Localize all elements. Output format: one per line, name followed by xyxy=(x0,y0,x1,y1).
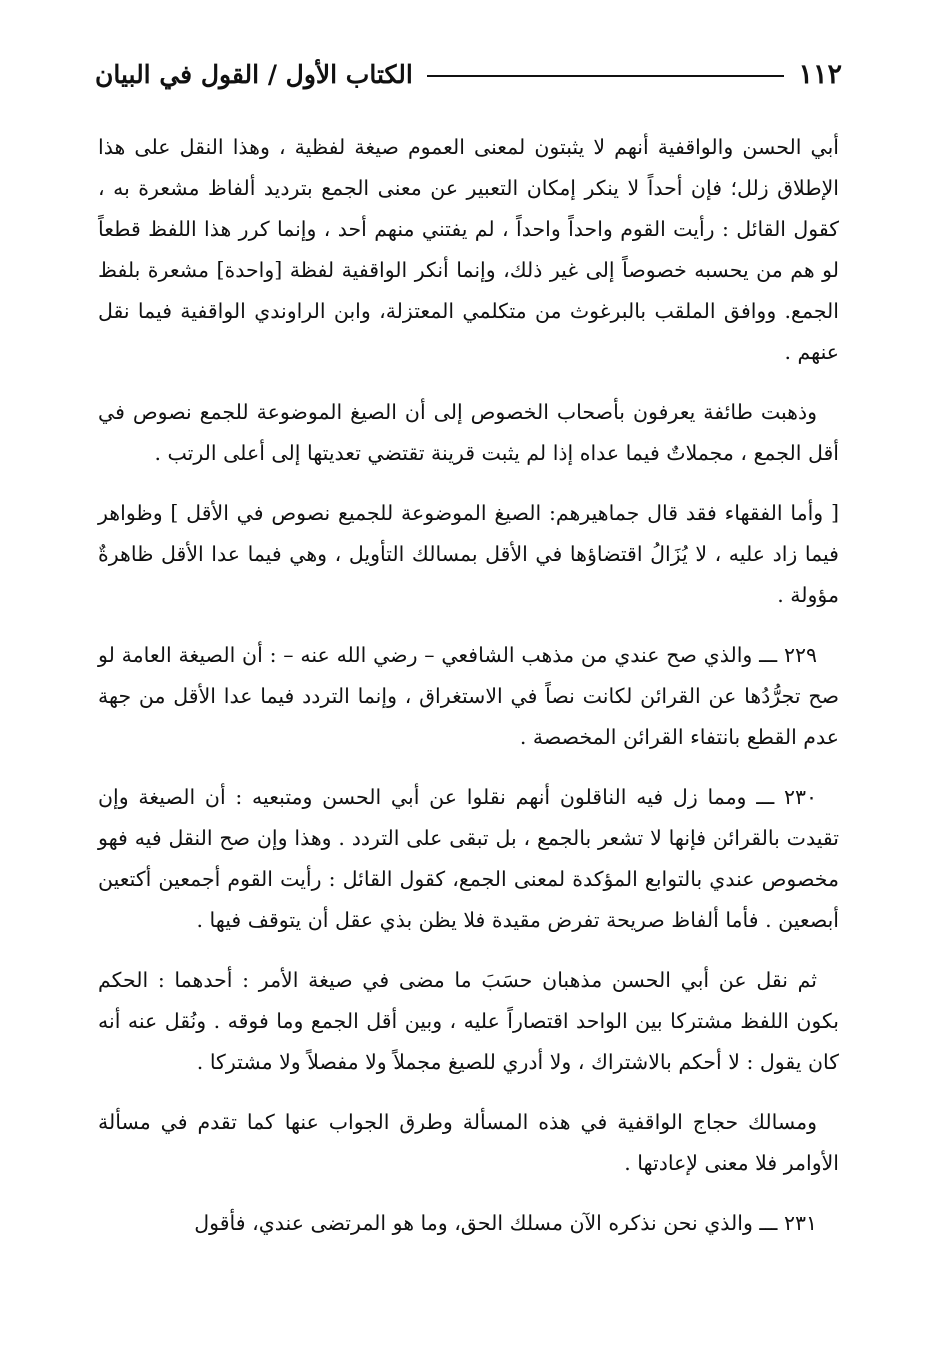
paragraph-continuation: أبي الحسن والواقفية أنهم لا يثبتون لمعنى العموم صيغة لفظية ، وهذا النقل على هذا الإطلاق زلل؛ فإن أحداً لا ينكر إمكان التعبير عن معنى الجمع بترديد ألفاظ مشعرة به ، كقول القائل : رأيت القوم واحداً واحداً ، لم يفتني منهم أحد ، وإنما كرر هذا اللفظ قطعاً لو هم من يحسبه خصوصاً إلى غير ذلك، وإنما أنكر الواقفية لفظة [واحدة] مشعرة بلفظ الجمع. ووافق الملقب بالبرغوث من متكلمي المعتزلة، وابن الراوندي الواقفية فيما نقل عنهم . xyxy=(98,135,839,364)
paragraph-abi-hasan: ثم نقل عن أبي الحسن مذهبان حسَبَ ما مضى في صيغة الأمر : أحدهما : الحكم بكون اللفظ مشتركا بين الواحد اقتصاراً عليه ، وبين أقل الجمع وما فوقه . ونُقل عنه أنه كان يقول : لا أحكم بالاشتراك ، ولا أدري للصيغ مجملاً ولا مفصلاً ولا مشتركا . xyxy=(98,968,839,1074)
paragraph-khusus: وذهبت طائفة يعرفون بأصحاب الخصوص إلى أن الصيغ الموضوعة للجمع نصوص في أقل الجمع ، مجملاتٌ فيما عداه إذا لم يثبت قرينة تقتضي تعديتها إلى أعلى الرتب . xyxy=(98,400,839,465)
paragraph-hijaj: ومسالك حجاج الواقفية في هذه المسألة وطرق الجواب عنها كما تقدم في مسألة الأوامر فلا معنى لإعادتها . xyxy=(98,1110,839,1175)
paragraph-fuqaha: [ وأما الفقهاء فقد قال جماهيرهم: الصيغ الموضوعة للجميع نصوص في الأقل ] وظواهر فيما زاد عليه ، لا يُزَالُ اقتضاؤها في الأقل بمسالك التأويل ، وهي فيما عدا الأقل ظاهرةٌ مؤولة . xyxy=(98,501,839,607)
page-header xyxy=(95,52,842,96)
paragraph-229: ٢٢٩ ـــ والذي صح عندي من مذهب الشافعي – رضي الله عنه – : أن الصيغة العامة لو صح تجرُّدُها عن القرائن لكانت نصاً في الاستغراق ، وإنما التردد فيما عدا الأقل من جهة عدم القطع بانتفاء القرائن المخصصة . xyxy=(98,643,839,749)
paragraph-231: ٢٣١ ـــ والذي نحن نذكره الآن مسلك الحق، وما هو المرتضى عندي، فأقول xyxy=(194,1211,817,1235)
paragraph-230: ٢٣٠ ـــ ومما زل فيه الناقلون أنهم نقلوا عن أبي الحسن ومتبعيه : أن الصيغة وإن تقيدت بالقرائن فإنها لا تشعر بالجمع ، بل تبقى على التردد . وهذا وإن صح النقل فيه فهو مخصوص عندي بالتوابع المؤكدة لمعنى الجمع، كقول القائل : رأيت القوم أجمعين أكتعين أبصعين . فأما ألفاظ صريحة تفرض مقيدة فلا يظن بذي عقل أن يتوقف فيها . xyxy=(98,785,839,932)
body-text xyxy=(98,127,839,1263)
running-title: الكتاب الأول / القول في البيان xyxy=(95,59,413,89)
header-rule xyxy=(427,75,785,77)
page-number: ١١٢ xyxy=(798,58,842,90)
